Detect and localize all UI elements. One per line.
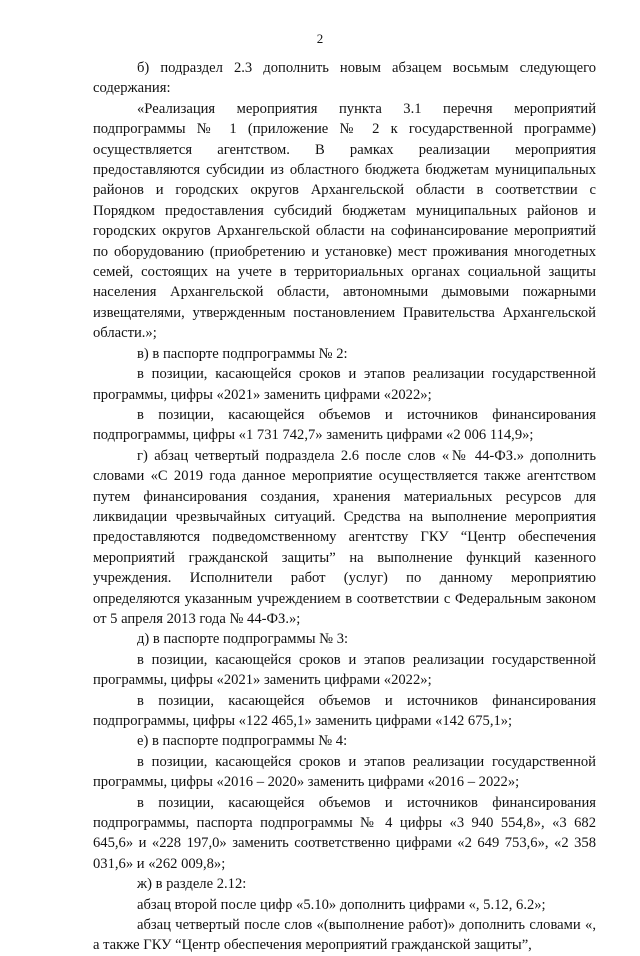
paragraph: д) в паспорте подпрограммы № 3: (137, 631, 349, 648)
paragraph: в позиции, касающейся сроков и этапов реализации государственной программы, цифры «2021» заменить цифрами «2022»; (93, 366, 596, 403)
paragraph: «Реализация мероприятия пункта 3.1 перечня мероприятий подпрограммы № 1 (приложение № 2 к государственной программе) осуществляется агентством. В рамках реализации мероприятия предоставляются субсидии из областного бюджета бюджетам муниципальных районов и городских округов Архангельской области в соответствии с Порядком предоставления субсидий бюджетам муниципальных районов и городских округов Архангельской области на софинансирование мероприятий по оборудованию (приобретению и установке) мест проживания многодетных семей, состоящих на учете в территориальных органах социальной защиты населения Архангельской области, автономными дымовыми пожарными извещателями, утвержденным постановлением Правительства Архангельской области.»; (93, 100, 596, 342)
page-number: 2 (316, 31, 324, 46)
paragraph: б) подраздел 2.3 дополнить новым абзацем восьмым следующего содержания: (93, 60, 596, 97)
paragraph: в позиции, касающейся объемов и источников финансирования подпрограммы, цифры «122 465,1» заменить цифрами «142 675,1»; (93, 692, 596, 729)
paragraph: ж) в разделе 2.12: (137, 876, 247, 893)
paragraph: в позиции, касающейся объемов и источников финансирования подпрограммы, паспорта подпрограммы № 4 цифры «3 940 554,8», «3 682 645,6» и «228 197,0» заменить соответственно цифрами «2 649 753,6», «2 358 031,6» и «262 009,8»; (93, 794, 596, 872)
paragraph: в позиции, касающейся сроков и этапов реализации государственной программы, цифры «2021» заменить цифрами «2022»; (93, 651, 596, 689)
document-body (93, 58, 596, 956)
paragraph: абзац второй после цифр «5.10» дополнить цифрами «, 5.12, 6.2»; (137, 896, 546, 913)
paragraph: в позиции, касающейся объемов и источников финансирования подпрограммы, цифры «1 731 742,7» заменить цифрами «2 006 114,9»; (93, 406, 596, 444)
paragraph: в позиции, касающейся сроков и этапов реализации государственной программы, цифры «2016 – 2020» заменить цифрами «2016 – 2022»; (93, 753, 596, 791)
paragraph: г) абзац четвертый подраздела 2.6 после слов «№ 44-ФЗ.» дополнить словами «С 2019 года данное мероприятие осуществляется также агентством путем финансирования создания, хранения материальных ресурсов для ликвидации чрезвычайных ситуаций. Средства на выполнение мероприятия предоставляются подведомственному агентству ГКУ “Центр обеспечения мероприятий гражданской защиты” на выполнение функций казенного учреждения. Исполнители работ (услуг) по данному мероприятию определяются указанным учреждением в соответствии с Федеральным законом от 5 апреля 2013 года № 44-ФЗ.»; (93, 447, 596, 627)
paragraph: е) в паспорте подпрограммы № 4: (137, 733, 348, 750)
paragraph: в) в паспорте подпрограммы № 2: (137, 345, 348, 362)
paragraph: абзац четвертый после слов «(выполнение работ)» дополнить словами «, а также ГКУ “Центр обеспечения мероприятий гражданской защиты”, (93, 917, 596, 954)
